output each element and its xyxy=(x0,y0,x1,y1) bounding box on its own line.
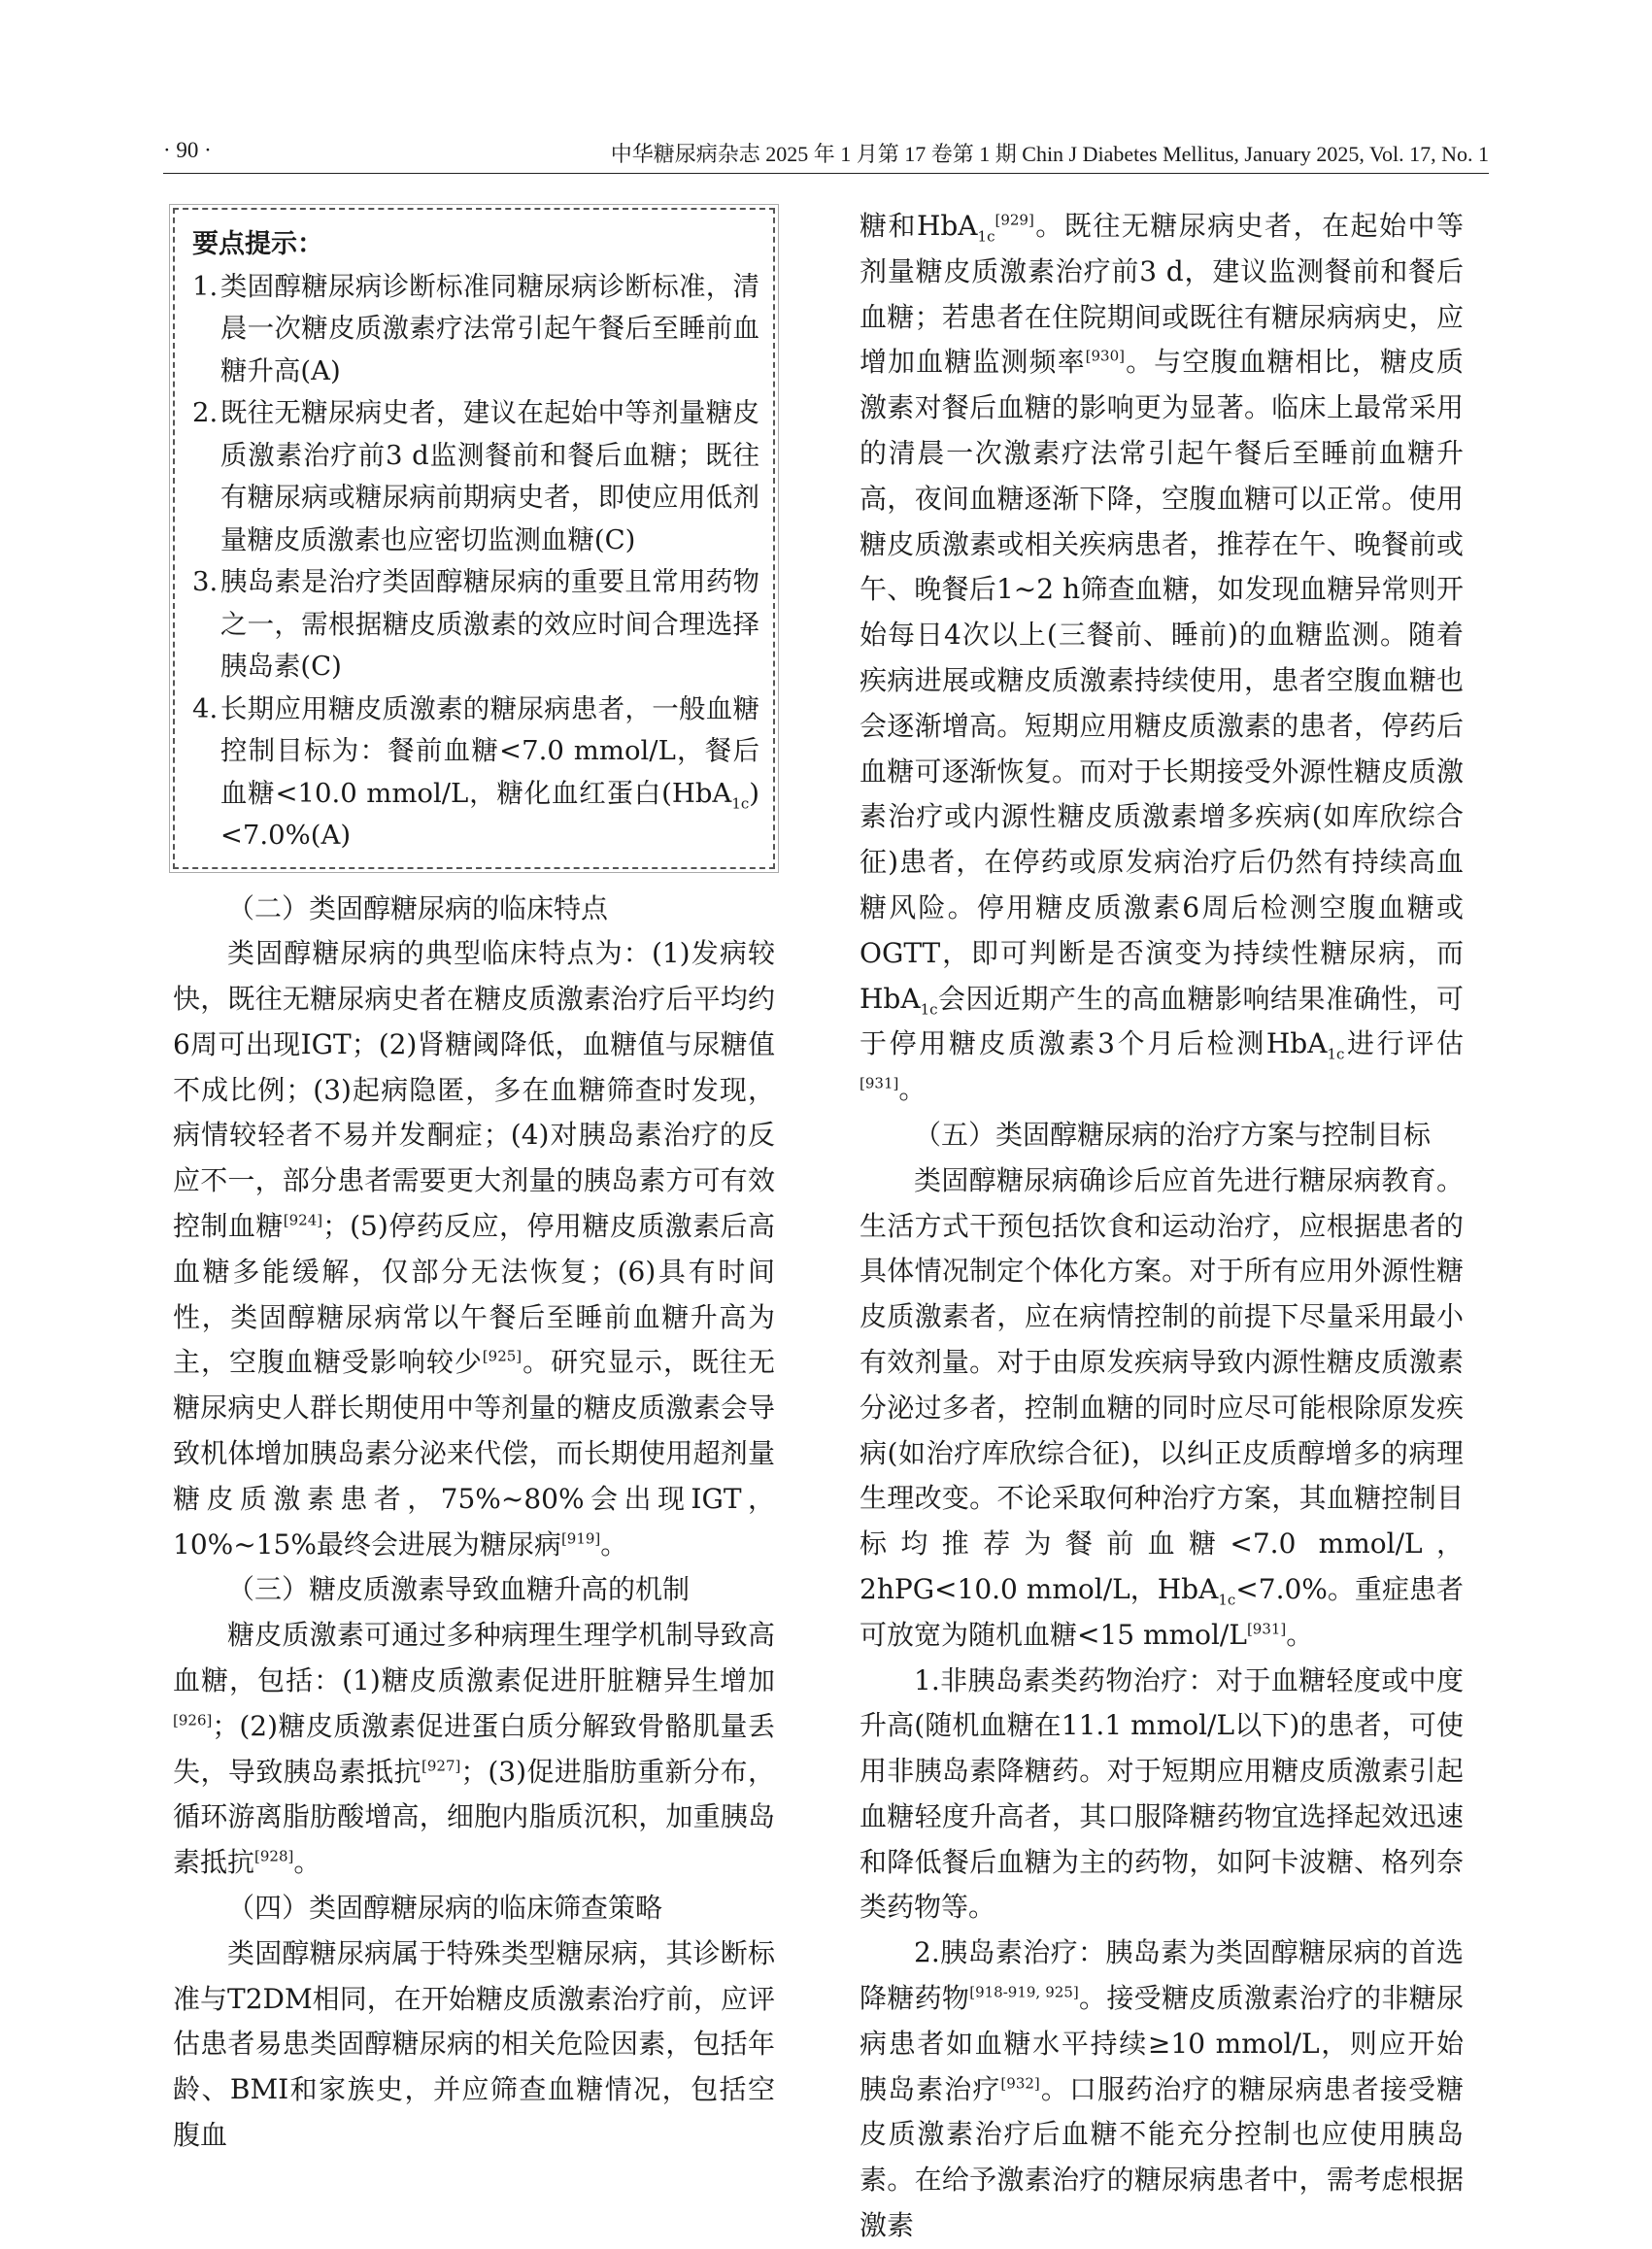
text-run: 。 xyxy=(600,1527,628,1561)
paragraph: 类固醇糖尿病属于特殊类型糖尿病，其诊断标准与T2DM相同，在开始糖皮质激素治疗前，应评估患者易患类固醇糖尿病的相关危险因素，包括年龄、BMI和家族史，并应筛查血糖情况，包括空腹血 xyxy=(173,1936,775,2152)
citation: [919] xyxy=(560,1529,601,1548)
citation: [929] xyxy=(995,211,1034,229)
citation: [931] xyxy=(860,1074,899,1092)
right-column xyxy=(860,204,1464,2249)
section-heading-4: （四）类固醇糖尿病的临床筛查策略 xyxy=(227,1892,663,1925)
text-run: 会因近期产生的高血糖影响结果准确性，可于停用糖皮质激素3个月后检测HbA xyxy=(860,982,1464,1060)
key-points-title: 要点提示： xyxy=(192,229,323,259)
key-point-number: 3. xyxy=(192,566,219,597)
left-column xyxy=(173,204,775,2159)
text-run: <7.0%。重症患者可放宽为随机血糖<15 mmol/L xyxy=(860,1572,1465,1651)
text-run: 类固醇糖尿病确诊后应首先进行糖尿病教育。生活方式干预包括饮食和运动治疗，应根据患者的具体情况制定个体化方案。对于所有应用外源性糖皮质激素者，应在病情控制的前提下尽量采用最小有效剂量。对于由原发疾病导致内源性糖皮质激素分泌过多者，控制血糖的同时应尽可能根除原发疾病(如治疗库欣综合征)，以纠正皮质醇增多的病理生理改变。不论采取何种治疗方案，其血糖控制目标均推荐为餐前血糖<7.0 mmol/L，2hPG<10.0 mmol/L，HbA xyxy=(860,1163,1464,1605)
paragraph xyxy=(860,204,1464,1113)
text-run: 长期应用糖皮质激素的糖尿病患者，一般血糖控制目标为：餐前血糖<7.0 mmol/L，餐后血糖<10.0 mmol/L，糖化血红蛋白(HbA xyxy=(219,692,759,809)
paragraph: 1.非胰岛素类药物治疗：对于血糖轻度或中度升高(随机血糖在11.1 mmol/L以下)的患者，可使用非胰岛素降糖药。对于短期应用糖皮质激素引起血糖轻度升高者，其口服降糖药物宜选择起效迅速和降低餐后血糖为主的药物，如阿卡波糖、格列奈类药物等。 xyxy=(860,1663,1464,1924)
subscript: 1c xyxy=(977,227,995,246)
key-point-item xyxy=(192,392,759,561)
text-run: 糖和HbA xyxy=(860,210,978,242)
subscript: 1c xyxy=(1327,1045,1345,1063)
text-run: 。口服药治疗的糖尿病患者接受糖皮质激素治疗后血糖不能充分控制也应使用胰岛素。在给予激素治疗的糖尿病患者中，需考虑根据激素 xyxy=(860,2072,1464,2242)
key-point-item xyxy=(192,266,759,393)
section-heading-2: （二）类固醇糖尿病的临床特点 xyxy=(227,891,609,924)
subscript: 1c xyxy=(1218,1591,1236,1609)
citation: [926] xyxy=(173,1711,213,1729)
text-run: 。 xyxy=(898,1073,927,1106)
text-run: 。 xyxy=(293,1846,321,1879)
paragraph xyxy=(173,1613,775,1886)
text-run: 糖皮质激素可通过多种病理生理学机制导致高血糖，包括：(1)糖皮质激素促进肝脏糖异生增加 xyxy=(173,1619,775,1697)
paragraph xyxy=(860,1930,1464,2249)
text-run: 进行评估 xyxy=(1344,1027,1464,1060)
text-run: ；(2)糖皮质激素促进蛋白质分解致骨骼肌量丢失，导致胰岛素抵抗 xyxy=(173,1709,775,1788)
text-run: ；(5)停药反应，停用糖皮质激素后高血糖多能缓解，仅部分无法恢复；(6)具有时间性，类固醇糖尿病常以午餐后至睡前血糖升高为主，空腹血糖受影响较少 xyxy=(173,1210,775,1379)
subscript: 1c xyxy=(731,794,750,812)
text-run: 。与空腹血糖相比，糖皮质激素对餐后血糖的影响更为显著。临床上最常采用的清晨一次激素疗法常引起午餐后至睡前血糖升高，夜间血糖逐渐下降，空腹血糖可以正常。使用糖皮质激素或相关疾病患者，推荐在午、晚餐前或午、晚餐后1~2 h筛查血糖，如发现血糖异常则开始每日4次以上(三餐前、睡前)的血糖监测。随着疾病进展或糖皮质激素持续使用，患者空腹血糖也会逐渐增高。短期应用糖皮质激素的患者，停药后血糖可逐渐恢复。而对于长期接受外源性糖皮质激素治疗或内源性糖皮质激素增多疾病(如库欣综合征)患者，在停药或原发病治疗后仍然有持续高血糖风险。停用糖皮质激素6周后检测空腹血糖或OGTT，即可判断是否演变为持续性糖尿病，而HbA xyxy=(860,346,1464,1015)
journal-citation: 中华糖尿病杂志 2025 年 1 月第 17 卷第 1 期 Chin J Diabetes Mellitus, January 2025, Vol. 17, No. 1 xyxy=(610,142,1489,166)
section-heading-5: （五）类固醇糖尿病的治疗方案与控制目标 xyxy=(914,1118,1432,1151)
text-run: 。 xyxy=(1286,1618,1314,1651)
running-header xyxy=(163,134,1489,174)
key-point-text: 既往无糖尿病史者，建议在起始中等剂量糖皮质激素治疗前3 d监测餐前和餐后血糖；既往有糖尿病或糖尿病前期病史者，即使应用低剂量糖皮质激素也应密切监测血糖(C) xyxy=(219,397,759,555)
section-heading-3: （三）糖皮质激素导致血糖升高的机制 xyxy=(227,1573,691,1606)
text-run: 。研究显示，既往无糖尿病史人群长期使用中等剂量的糖皮质激素会导致机体增加胰岛素分泌来代偿，而长期使用超剂量糖皮质激素患者，75%~80%会出现IGT，10%~15%最终会进展为糖尿病 xyxy=(173,1346,775,1561)
key-point-text: 类固醇糖尿病诊断标准同糖尿病诊断标准，清晨一次糖皮质激素疗法常引起午餐后至睡前血糖升高(A) xyxy=(219,270,759,386)
key-points-box xyxy=(173,208,775,869)
citation: [918-919, 925] xyxy=(969,1983,1079,2001)
key-point-item xyxy=(192,688,759,857)
key-points-list xyxy=(192,266,759,857)
citation: [925] xyxy=(482,1348,523,1366)
citation: [930] xyxy=(1085,348,1125,366)
key-point-text xyxy=(220,688,759,857)
key-point-text: 胰岛素是治疗类固醇糖尿病的重要且常用药物之一，需根据糖皮质激素的效应时间合理选择胰岛素(C) xyxy=(219,566,759,682)
key-point-number: 1. xyxy=(192,270,219,302)
page-number: · 90 · xyxy=(163,138,212,162)
text-run: )<7.0%(A) xyxy=(219,777,759,851)
paragraph xyxy=(860,1158,1464,1659)
subscript: 1c xyxy=(920,1000,938,1019)
paragraph xyxy=(173,931,775,1567)
key-point-item xyxy=(192,561,759,688)
citation: [932] xyxy=(1000,2074,1040,2093)
text-run: ；(3)促进脂肪重新分布，循环游离脂肪酸增高，细胞内脂质沉积，加重胰岛素抵抗 xyxy=(173,1755,775,1879)
key-point-number: 4. xyxy=(192,692,219,724)
citation: [928] xyxy=(254,1847,294,1865)
text-run: 。既往无糖尿病史者，在起始中等剂量糖皮质激素治疗前3 d，建议监测餐前和餐后血糖；若患者在住院期间或既往有糖尿病病史，应增加血糖监测频率 xyxy=(860,210,1464,379)
citation: [931] xyxy=(1246,1620,1287,1638)
text-run: 类固醇糖尿病的典型临床特点为：(1)发病较快，既往无糖尿病史者在糖皮质激素治疗后平均约6周可出现IGT；(2)肾糖阈降低，血糖值与尿糖值不成比例；(3)起病隐匿，多在血糖筛查时发现，病情较轻者不易并发酮症；(4)对胰岛素治疗的反应不一，部分患者需要更大剂量的胰岛素方可有效控制血糖 xyxy=(173,937,775,1243)
text-run: 。接受糖皮质激素治疗的非糖尿病患者如血糖水平持续≥10 mmol/L，则应开始胰岛素治疗 xyxy=(860,1982,1464,2105)
citation: [927] xyxy=(421,1757,461,1775)
key-point-number: 2. xyxy=(192,397,219,428)
text-run: 2.胰岛素治疗：胰岛素为类固醇糖尿病的首选降糖药物 xyxy=(860,1936,1464,2015)
citation: [924] xyxy=(283,1211,323,1229)
